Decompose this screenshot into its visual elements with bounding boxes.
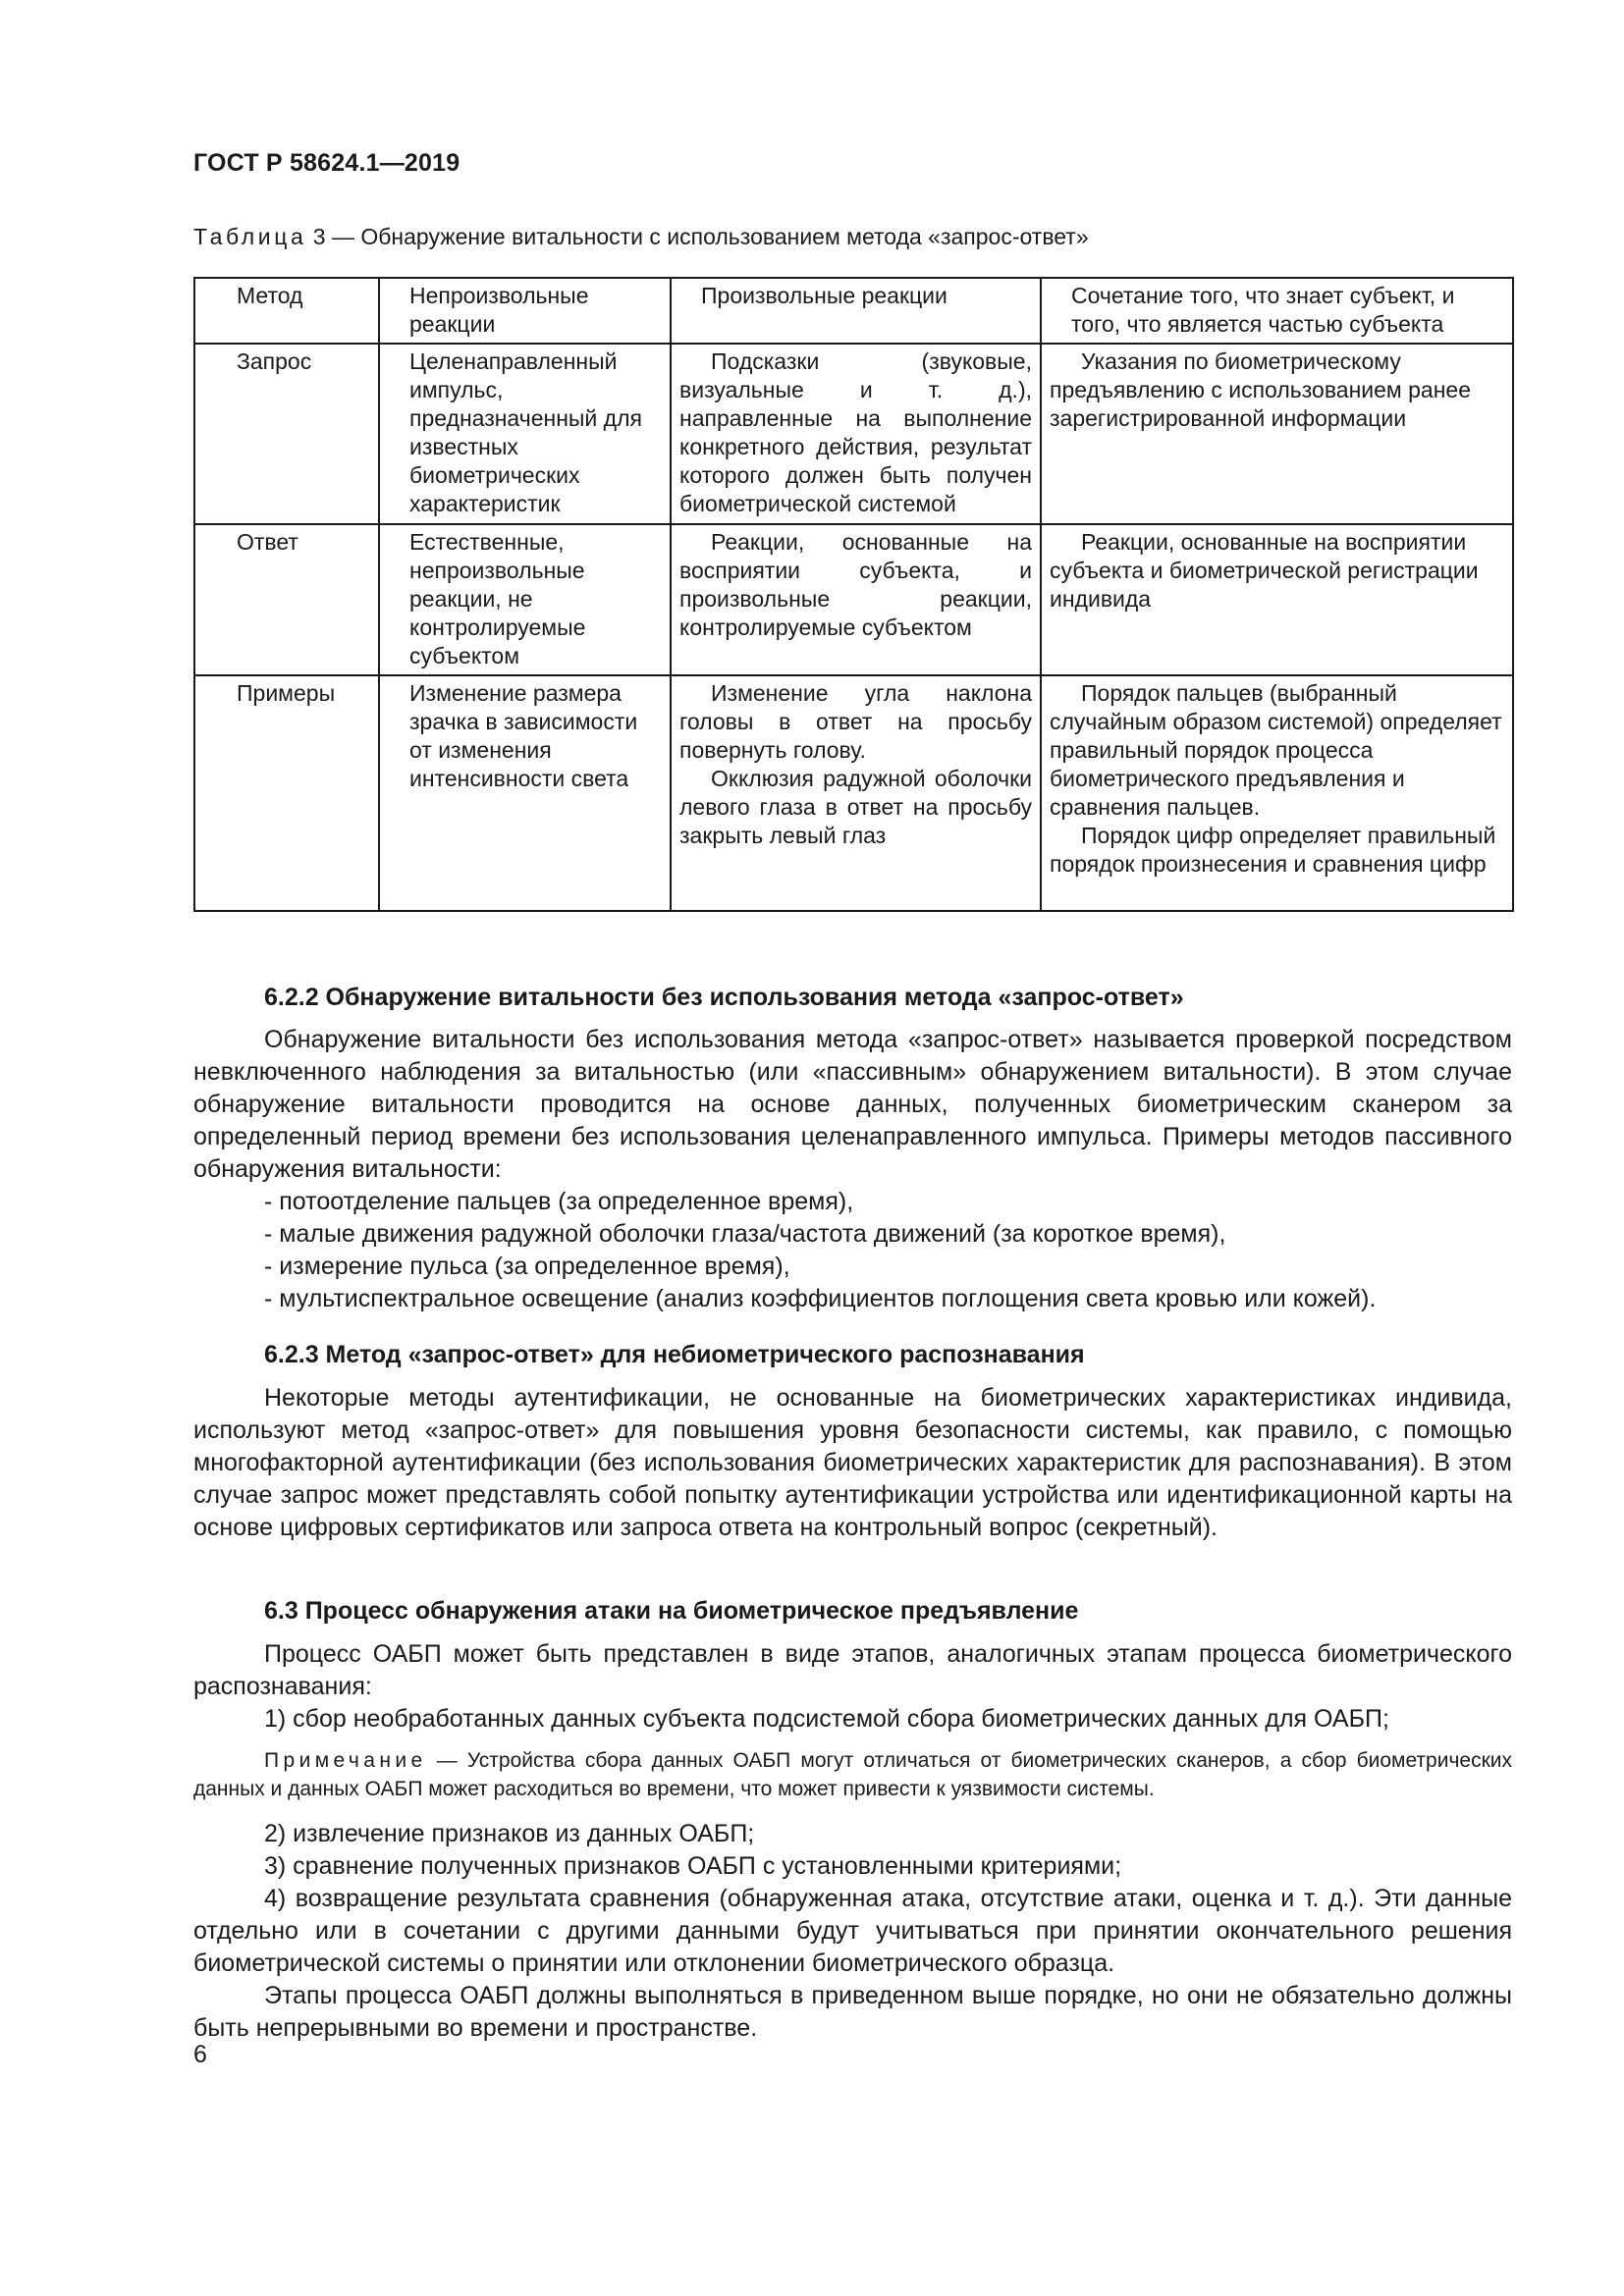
section-paragraph: Процесс ОАБП может быть представлен в виде этапов, аналогичных этапам процесса биометрического распознавания:: [193, 1640, 1512, 1700]
cell-paragraph: Подсказки (звуковые, визуальные и т. д.), направленные на выполнение конкретного действия, результат которого должен быть получен биометрической системой: [679, 348, 1032, 516]
note-text: — Устройства сбора данных ОАБП могут отличаться от биометрических сканеров, а сбор биометрических данных и данных ОАБП может расходиться во времени, что может привести к уязвимости системы.: [193, 1749, 1512, 1800]
section-heading: 6.2.2 Обнаружение витальности без использования метода «запрос-ответ»: [264, 984, 1184, 1011]
process-step: 3) сравнение полученных признаков ОАБП с установленными критериями;: [264, 1852, 1122, 1880]
table-cell-method: Примеры: [194, 675, 379, 911]
table-header-cell: Сочетание того, что знает субъект, и того, что является частью субъекта: [1041, 278, 1513, 344]
cell-paragraph: Окклюзия радужной оболочки левого глаза в ответ на просьбу закрыть левый глаз: [679, 766, 1032, 848]
liveness-table: [193, 277, 1514, 912]
table-cell-method: Ответ: [194, 524, 379, 675]
section-6-3: [193, 1595, 1512, 2045]
section-heading: 6.3 Процесс обнаружения атаки на биометрическое предъявление: [264, 1597, 1079, 1625]
cell-paragraph: Реакции, основанные на восприятии субъекта, и произвольные реакции, контролируемые субъектом: [679, 529, 1032, 640]
list-item: - малые движения радужной оболочки глаза/частота движений (за короткое время),: [264, 1220, 1226, 1248]
document-code-header: ГОСТ Р 58624.1—2019: [193, 149, 460, 177]
table-row: [194, 524, 1513, 675]
cell-paragraph: Реакции, основанные на восприятии субъекта и биометрической регистрации индивида: [1050, 529, 1479, 612]
table-header-row: [194, 278, 1513, 344]
table-cell-voluntary: [671, 675, 1041, 911]
table-cell-combined: [1041, 344, 1513, 524]
process-step: 4) возвращение результата сравнения (обнаруженная атака, отсутствие атаки, оценка и т. д.). Эти данные отдельно или в сочетании с другими данными будут учитываться при принятии окончательного решения биометрической системы о принятии или отклонении биометрического образца.: [193, 1885, 1512, 1977]
table-caption: [193, 224, 1089, 250]
table-row: [194, 675, 1513, 911]
table-caption-label: Таблица: [193, 224, 307, 249]
table-header-cell: Произвольные реакции: [671, 278, 1041, 344]
table-cell-involuntary: Естественные, непроизвольные реакции, не контролируемые субъектом: [379, 524, 671, 675]
table-header-cell: Непроизвольные реакции: [379, 278, 671, 344]
section-heading: 6.2.3 Метод «запрос-ответ» для небиометрического распознавания: [264, 1341, 1085, 1368]
closing-paragraph: Этапы процесса ОАБП должны выполняться в приведенном выше порядке, но они не обязательно должны быть непрерывными во времени и пространстве.: [193, 1982, 1512, 2042]
list-item: - потоотделение пальцев (за определенное время),: [264, 1188, 854, 1215]
table-cell-voluntary: [671, 524, 1041, 675]
page-number: 6: [193, 2041, 207, 2068]
note-paragraph: [193, 1746, 1512, 1803]
table-cell-involuntary: Целенаправленный импульс, предназначенный для известных биометрических характеристик: [379, 344, 671, 524]
section-paragraph: Некоторые методы аутентификации, не основанные на биометрических характеристиках индивида, используют метод «запрос-ответ» для повышения уровня безопасности системы, как правило, с помощью многофакторной аутентификации (без использования биометрических характеристик для распознавания). В этом случае запрос может представлять собой попытку аутентификации устройства или идентификационной карты на основе цифровых сертификатов или запроса ответа на контрольный вопрос (секретный).: [193, 1384, 1512, 1541]
table-cell-combined: [1041, 524, 1513, 675]
cell-paragraph: Порядок цифр определяет правильный порядок произнесения и сравнения цифр: [1050, 823, 1496, 877]
note-label: Примечание: [264, 1749, 427, 1772]
cell-paragraph: Изменение угла наклона головы в ответ на просьбу повернуть голову.: [679, 680, 1032, 763]
section-6-2-3: [193, 1339, 1512, 1544]
section-paragraph: Обнаружение витальности без использования метода «запрос-ответ» называется проверкой посредством невключенного наблюдения за витальностью (или «пассивным» обнаружением витальности). В этом случае обнаружение витальности проводится на основе данных, полученных биометрическим сканером за определенный период времени без использования целенаправленного импульса. Примеры методов пассивного обнаружения витальности:: [193, 1026, 1512, 1183]
process-step: 2) извлечение признаков из данных ОАБП;: [264, 1820, 755, 1847]
table-cell-combined: [1041, 675, 1513, 911]
table-header-cell: Метод: [194, 278, 379, 344]
table-cell-involuntary: Изменение размера зрачка в зависимости от изменения интенсивности света: [379, 675, 671, 911]
table-cell-method: Запрос: [194, 344, 379, 524]
table-cell-voluntary: [671, 344, 1041, 524]
list-item: - мультиспектральное освещение (анализ коэффициентов поглощения света кровью или кожей).: [264, 1285, 1377, 1312]
list-item: - измерение пульса (за определенное время),: [264, 1253, 790, 1280]
cell-paragraph: Порядок пальцев (выбранный случайным образом системой) определяет правильный порядок процесса биометрического предъявления и сравнения пальцев.: [1050, 680, 1502, 820]
table-caption-text: 3 — Обнаружение витальности с использованием метода «запрос-ответ»: [306, 224, 1089, 249]
table-row: [194, 344, 1513, 524]
section-6-2-2: [193, 982, 1512, 1315]
cell-paragraph: Указания по биометрическому предъявлению с использованием ранее зарегистрированной информации: [1050, 348, 1471, 431]
process-step: 1) сбор необработанных данных субъекта подсистемой сбора биометрических данных для ОАБП;: [264, 1705, 1389, 1733]
